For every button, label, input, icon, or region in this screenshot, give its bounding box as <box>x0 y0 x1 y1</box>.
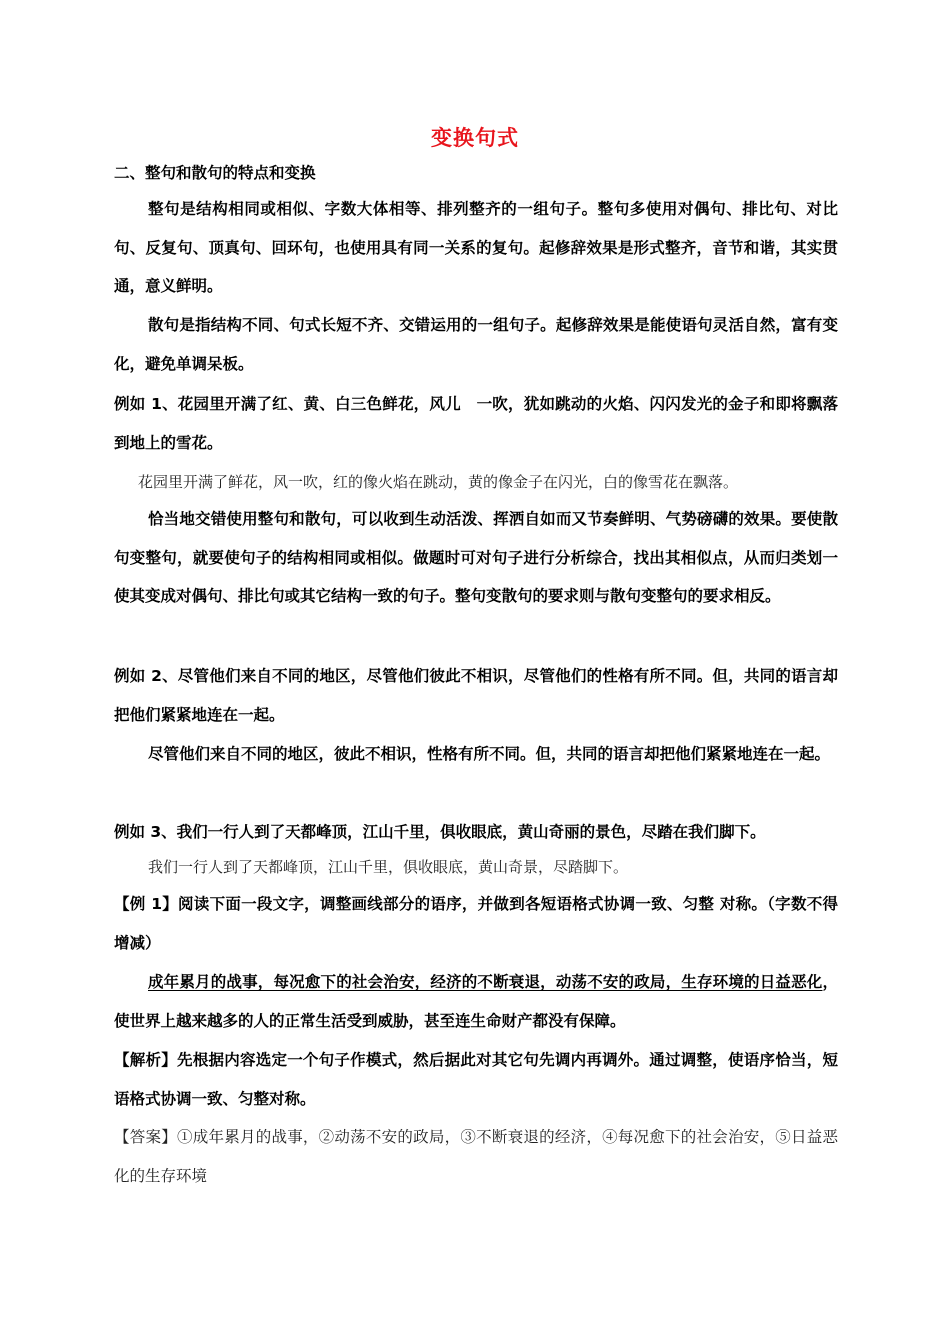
page-title: 变换句式 <box>431 126 519 150</box>
answer-label: 【答案】 <box>114 1128 177 1146</box>
example-3-answer: 我们一行人到了天都峰顶，江山千里，俱收眼底，黄山奇景，尽踏脚下。 <box>148 858 629 876</box>
passage-rest: ，使世界上越来越多的人的正常生活受到威胁，甚至连生命财产都没有保障。 <box>114 973 838 1030</box>
section-heading: 二、整句和散句的特点和变换 <box>114 164 316 182</box>
answer <box>114 1118 838 1195</box>
example-3: 例如 3、我们一行人到了天都峰顶，江山千里，俱收眼底，黄山奇丽的景色，尽踏在我们脚下。 <box>114 823 766 841</box>
exercise-passage <box>114 963 838 1040</box>
analysis <box>114 1041 838 1118</box>
exercise-1 <box>114 885 838 962</box>
paragraph-sanju: 散句是指结构不同、句式长短不齐、交错运用的一组句子。起修辞效果是能使语句灵活自然，富有变化，避免单调呆板。 <box>114 316 838 373</box>
paragraph-zhengju: 整句是结构相同或相似、字数大体相等、排列整齐的一组句子。整句多使用对偶句、排比句、对比句、反复句、顶真句、回环句，也使用具有同一关系的复句。起修辞效果是形式整齐，音节和谐，其实贯通，意义鲜明。 <box>114 200 838 295</box>
underlined-passage: 成年累月的战事，每况愈下的社会治安，经济的不断衰退，动荡不安的政局，生存环境的日益恶化 <box>148 973 823 991</box>
example-2: 例如 2、尽管他们来自不同的地区，尽管他们彼此不相识，尽管他们的性格有所不同。但，共同的语言却把他们紧紧地连在一起。 <box>114 667 838 724</box>
analysis-text: 先根据内容选定一个句子作模式，然后据此对其它句先调内再调外。通过调整，使语序恰当，短语格式协调一致、匀整对称。 <box>114 1051 838 1108</box>
analysis-label: 【解析】 <box>114 1051 177 1069</box>
exercise-1-label: 【例 1】 <box>114 895 179 913</box>
example-1-answer: 花园里开满了鲜花，风一吹，红的像火焰在跳动，黄的像金子在闪光，白的像雪花在飘落。 <box>138 473 739 491</box>
exercise-1-text: 阅读下面一段文字，调整画线部分的语序，并做到各短语格式协调一致、匀整 对称。（字数不得增减） <box>114 895 838 952</box>
paragraph-method: 恰当地交错使用整句和散句，可以收到生动活泼、挥洒自如而又节奏鲜明、气势磅礴的效果。要使散句变整句，就要使句子的结构相同或相似。做题时可对句子进行分析综合，找出其相似点，从而归类划一使其变成对偶句、排比句或其它结构一致的句子。整句变散句的要求则与散句变整句的要求相反。 <box>114 510 838 605</box>
answer-text: ①成年累月的战事，②动荡不安的政局，③不断衰退的经济，④每况愈下的社会治安，⑤日益恶化的生存环境 <box>114 1128 838 1185</box>
example-1: 例如 1、花园里开满了红、黄、白三色鲜花，风儿 一吹，犹如跳动的火焰、闪闪发光的金子和即将飘落到地上的雪花。 <box>114 395 838 452</box>
example-2-answer: 尽管他们来自不同的地区，彼此不相识，性格有所不同。但，共同的语言却把他们紧紧地连在一起。 <box>148 745 831 763</box>
